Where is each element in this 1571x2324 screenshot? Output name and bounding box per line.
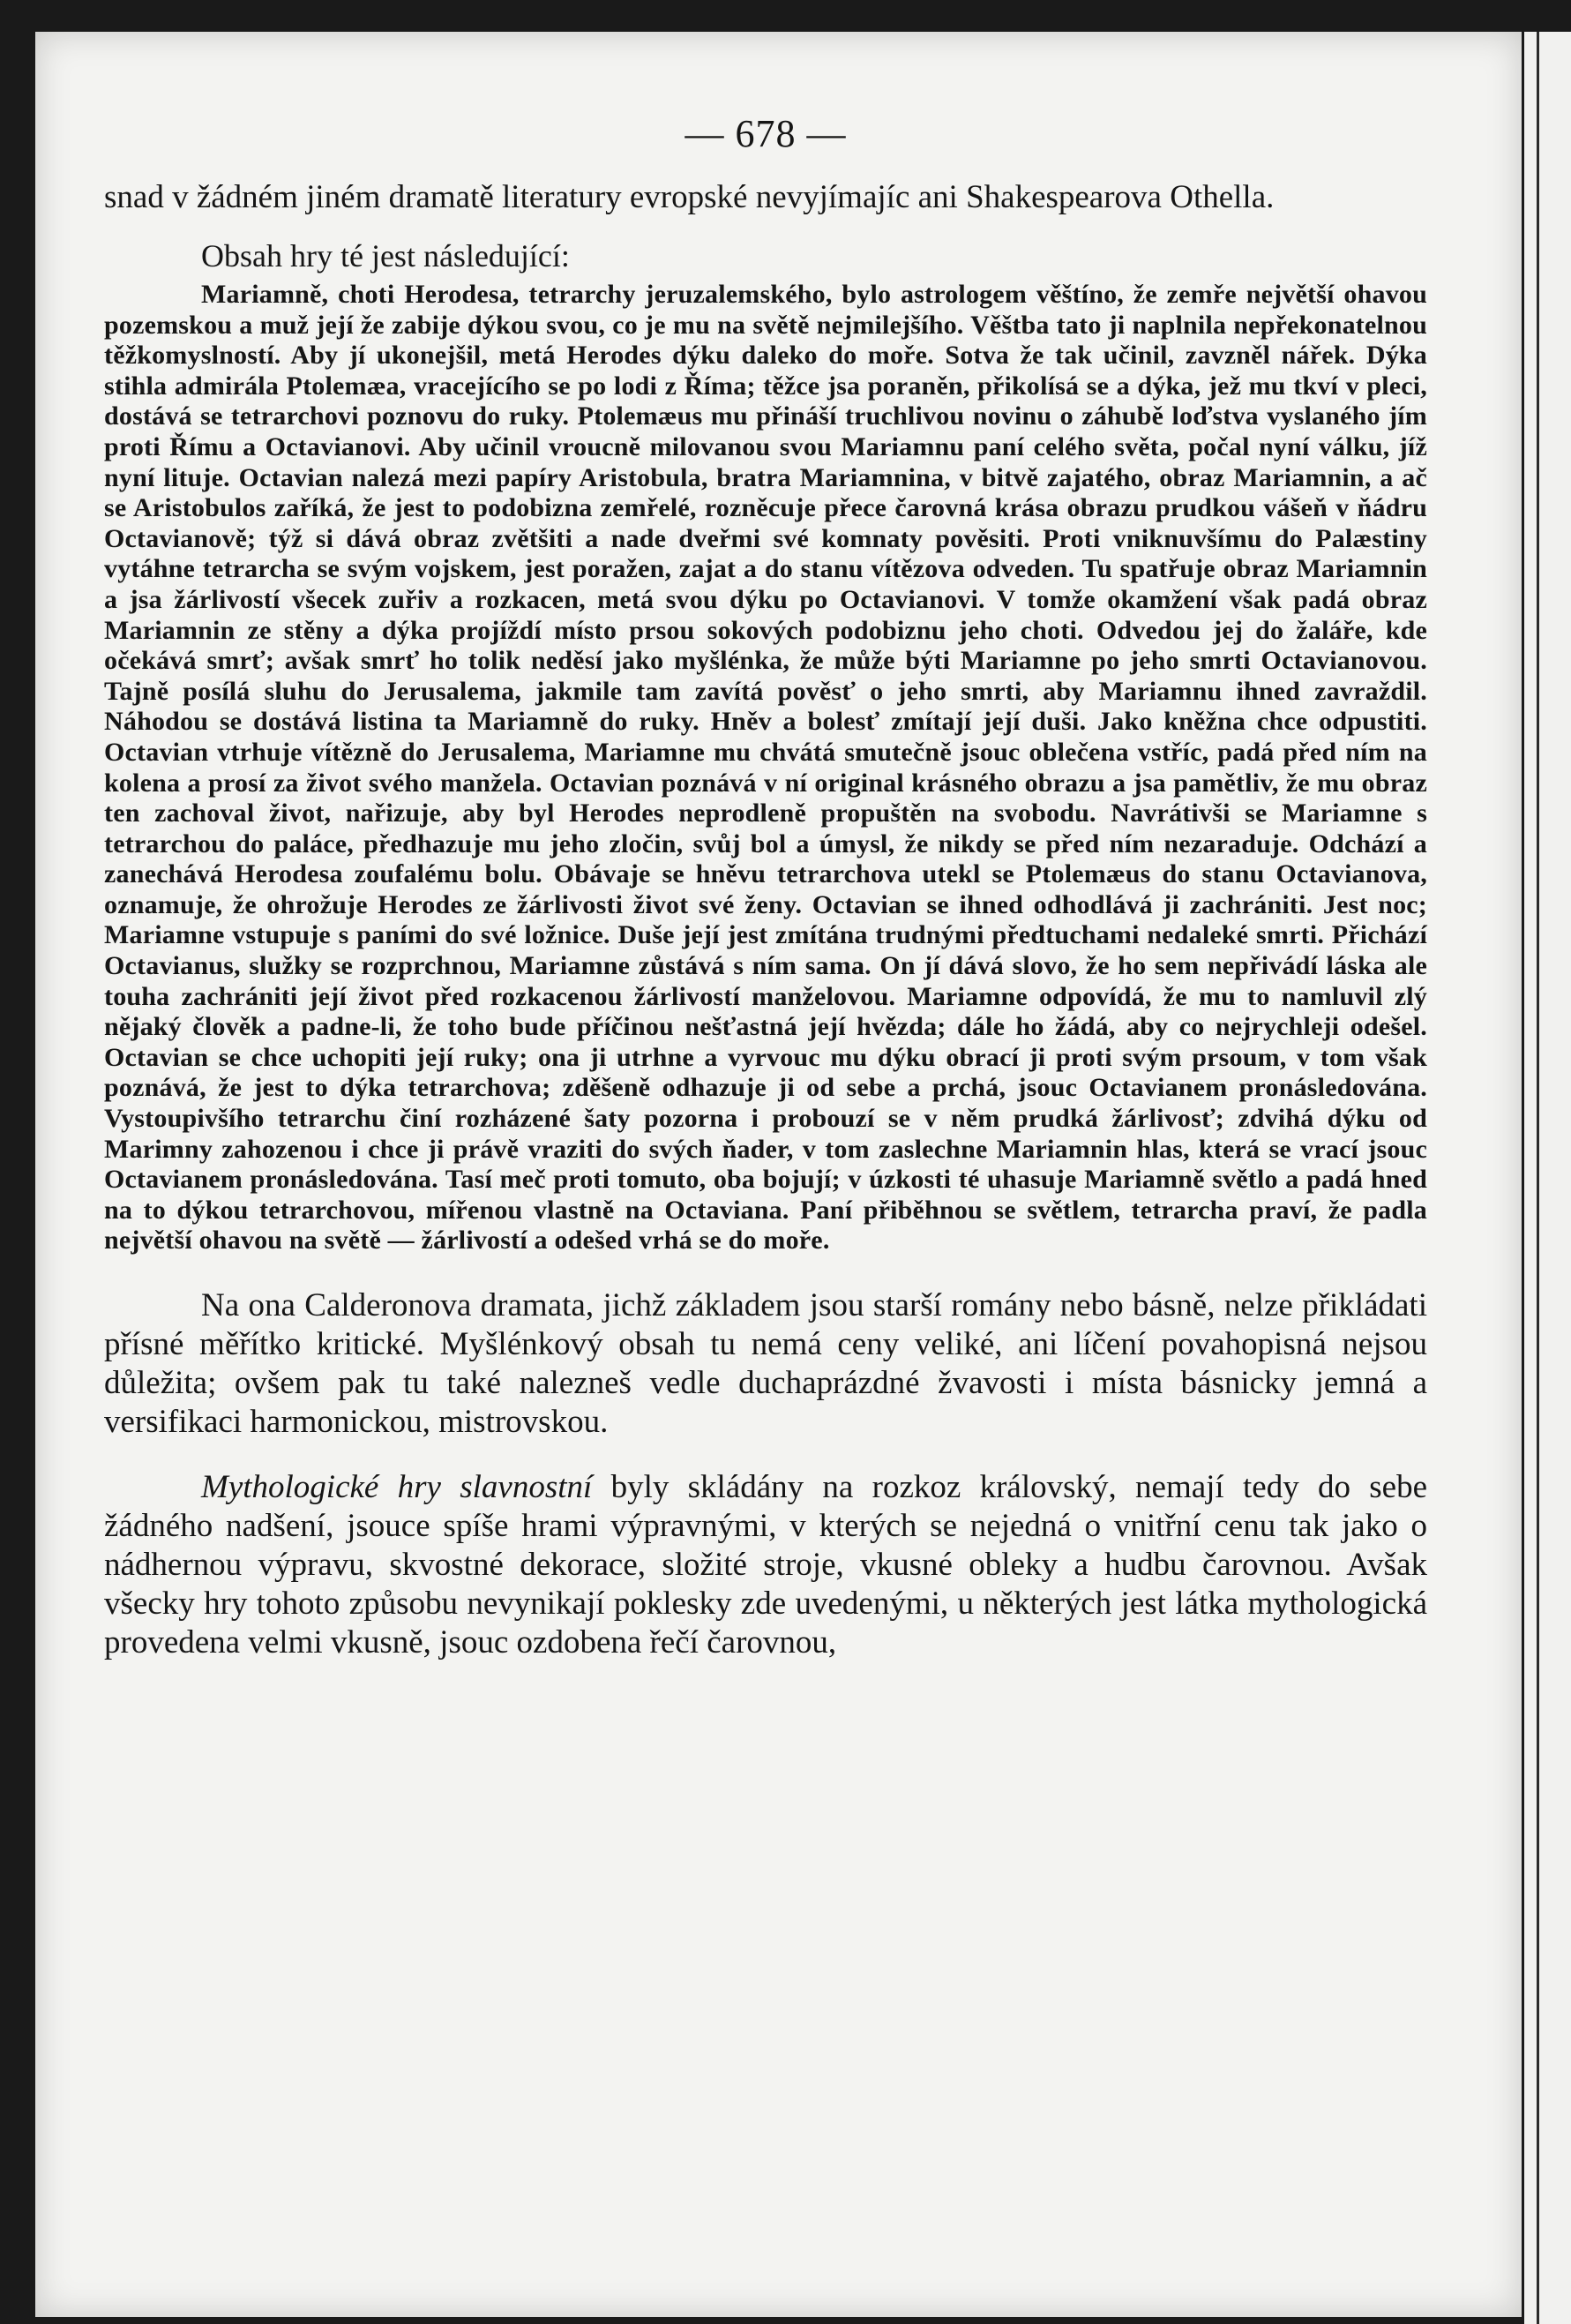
page-content — [104, 72, 1427, 1689]
page-number: — 678 — — [685, 112, 847, 155]
calderon-paragraph: Na ona Calderonova dramata, jichž základem jsou starší romány nebo básně, nelze přikládati přísné měřítko kritické. Myšlénkový obsah tu nemá ceny veliké, ani líčení povahopisná nejsou důležita; ovšem pak tu také nalezneš vedle duchaprázdné žvavosti i místa básnicky jemná a versifikaci harmonickou, mistrovskou. — [104, 1287, 1427, 1440]
mythological-plays-paragraph — [104, 1468, 1427, 1662]
summary-heading: Obsah hry té jest následující: — [201, 238, 570, 274]
summary-paragraph: Mariamně, choti Herodesa, tetrarchy jeruzalemského, bylo astrologem věštíno, že zemře největší ohavou pozemskou a muž její že zabije dýkou svou, co je mu na světě nejmilejšího. Věštba tato ji naplnila nepřekonatelnou těžkomyslností. Aby jí ukonejšil, metá Herodes dýku daleko do moře. Sotva že tak učinil, zavzněl nářek. Dýka stihla admirála Ptolemæa, vracejícího se po lodi z Říma; těžce jsa poraněn, přikolísá se a dýka, jež mu tkví v pleci, dostává se tetrarchovi poznovu do ruky. Ptolemæus mu přináší truchlivou novinu o záhubě loďstva vyslaného jím proti Římu a Octavianovi. Aby učinil vroucně milovanou svou Mariamnu paní celého světa, počal nyní válku, jíž nyní lituje. Octavian nalezá mezi papíry Aristobula, bratra Mariamnina, v bitvě zajatého, obraz Mariamnin, a ač se Aristobulos zaříká, že jest to podobizna zemřelé, rozněcuje přece čarovná krása obrazu prudkou vášeň v ňádru Octavianově; týž si dává obraz zvětšiti a nade dveřmi své komnaty pověsiti. Proti vniknuvšímu do Palæstiny vytáhne tetrarcha se svým vojskem, jest poražen, zajat a do stanu vítězova odveden. Tu spatřuje obraz Mariamnin a jsa žárlivostí všecek zuřiv a rozkacen, metá svou dýku po Octavianovi. V tomže okamžení však padá obraz Mariamnin ze stěny a dýka projíždí místo prsou sokových podobiznu jeho choti. Odvedou jej do žaláře, kde očekává smrť; avšak smrť ho tolik neděsí jako myšlénka, že může býti Mariamne po jeho smrti Octavianovou. Tajně posílá sluhu do Jerusalema, jakmile tam zavítá pověsť o jeho smrti, aby Mariamnu ihned zavraždil. Náhodou se dostává listina ta Mariamně do ruky. Hněv a bolesť zmítají její duši. Jako kněžna chce odpustiti. Octavian vtrhuje vítězně do Jerusalema, Mariamne mu chvátá smutečně jsouc oblečena vstříc, padá před ním na kolena a prosí za život svého manžela. Octavian poznává v ní original krásného obrazu a jsa pamětliv, že mu obraz ten zachoval život, nařizuje, aby byl Herodes neprodleně propuštěn na svobodu. Navrátivši se Mariamne s tetrarchou do paláce, předhazuje mu jeho zločin, svůj bol a úmysl, že nikdy se před ním nezaraduje. Odchází a zanechává Herodesa zoufalému bolu. Obávaje se hněvu tetrarchova utekl se Ptolemæus do stanu Octavianova, oznamuje, že ohrožuje Herodes ze žárlivosti život své ženy. Octavian se ihned odhodlává ji zachrániti. Jest noc; Mariamne vstupuje s paními do své ložnice. Duše její jest zmítána trudnými předtuchami nedaleké smrti. Přichází Octavianus, služky se rozprchnou, Mariamne zůstává s ním sama. On jí dává slovo, že ho sem nepřivádí láska ale touha zachrániti její život před rozkacenou žárlivostí manželovou. Mariamne odpovídá, že mu to namluvil zlý nějaký člověk a padne-li, že toho bude příčinou nešťastná její hvězda; dále ho žádá, aby co nejrychleji odešel. Octavian se chce uchopiti její ruky; ona ji utrhne a vyrvouc mu dýku obrací ji proti svým prsoum, v tom však poznává, že jest to dýka tetrarchova; zděšeně odhazuje ji od sebe a prchá, jsouc Octavianem pronásledována. Vystoupivšího tetrarchu činí rozházené šaty pozorna i probouzí se v něm prudká žárlivosť; zdvihá dýku od Marimny zahozenou i chce ji právě vraziti do svých ňader, v tom zaslechne Mariamnin hlas, která se vrací jsouc Octavianem pronásledována. Tasí meč proti tomuto, oba bojují; v úzkosti té uhasuje Mariamně světlo a padá hned na to dýkou tetrarchovou, mířenou vlastně na Octaviana. Paní přiběhnou se světlem, tetrarcha praví, že padla největší ohavou na světě — žárlivostí a odešed vrhá se do moře. — [104, 280, 1427, 1256]
mythological-plays-text: byly skládány na rozkoz královský, nemají tedy do sebe žádného nadšení, jsouce spíše hrami výpravnými, v kterých se nejedná o vnitřní cenu tak jako o nádhernou výpravu, skvostné dekorace, složité stroje, vkusné obleky a hudbu čarovnou. Avšak všecky hry tohoto způsobu nevynikají poklesky zde uvedenými, u některých jest látka mythologická provedena velmi vkusně, jsouc ozdobena řečí čarovnou, — [104, 1469, 1427, 1661]
facing-page-edge — [1524, 32, 1571, 2324]
mythological-plays-term: Mythologické hry slavnostní — [201, 1469, 593, 1505]
intro-paragraph: snad v žádném jiném dramatě literatury evropské nevyjímajíc ani Shakespearova Othella. — [104, 179, 1275, 215]
